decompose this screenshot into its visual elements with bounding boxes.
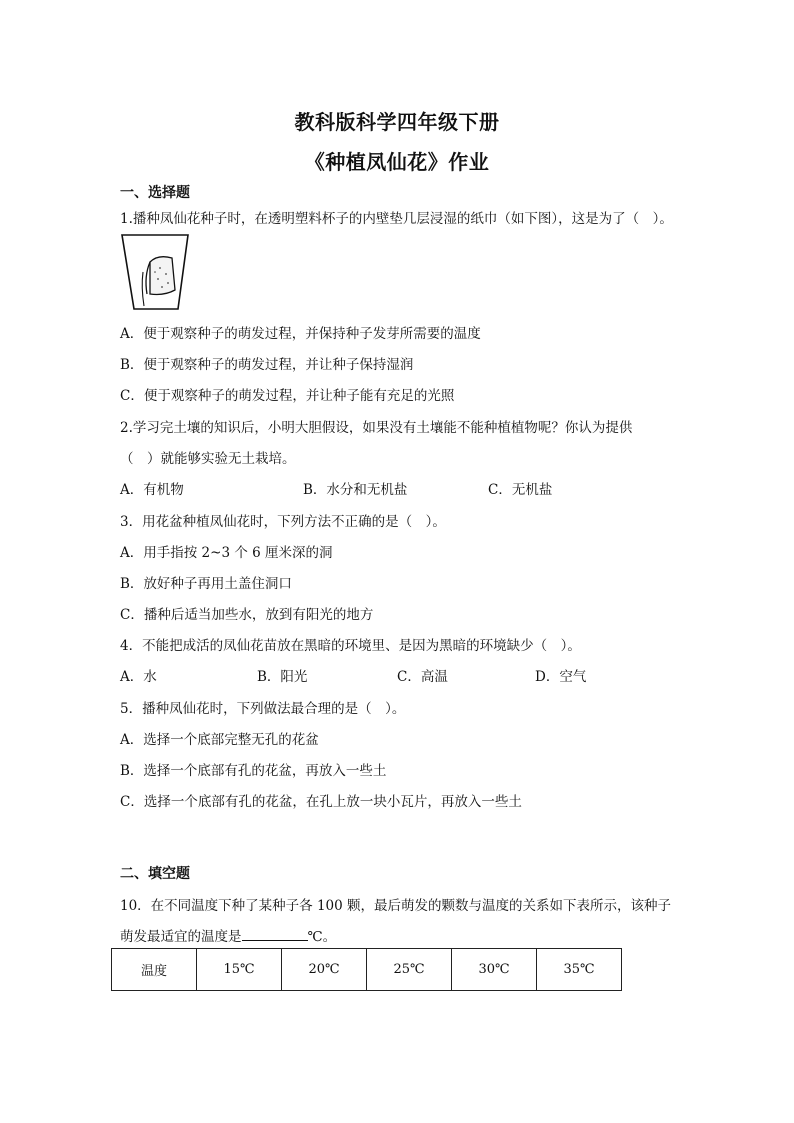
answer-blank[interactable]: [242, 928, 308, 941]
q2-option-a: A．有机物: [120, 482, 184, 498]
table-header-cell: 35℃: [537, 949, 622, 991]
temperature-table: [111, 948, 622, 991]
question-5-text: 5．播种凤仙花时，下列做法最合理的是（ ）。: [120, 701, 406, 717]
table-header-cell: 30℃: [452, 949, 537, 991]
q4-option-d: D．空气: [535, 669, 587, 685]
q3-option-a: A．用手指按 2~3 个 6 厘米深的洞: [120, 545, 333, 561]
table-header-cell: 25℃: [367, 949, 452, 991]
q1-option-a: A．便于观察种子的萌发过程，并保持种子发芽所需要的温度: [120, 326, 481, 342]
cup-with-wet-paper-towel-icon: [120, 232, 192, 312]
question-10-suffix: ℃。: [307, 929, 337, 945]
question-3-text: 3．用花盆种植凤仙花时，下列方法不正确的是（ ）。: [120, 514, 446, 530]
q2-option-c: C．无机盐: [488, 482, 553, 498]
table-header-cell: 15℃: [197, 949, 282, 991]
question-2-text-line2: （ ）就能够实验无土栽培。: [120, 451, 296, 467]
question-1-text: 1.播种凤仙花种子时，在透明塑料杯子的内壁垫几层浸湿的纸巾（如下图），这是为了（ ）。: [120, 211, 673, 227]
table-row: [112, 949, 622, 991]
q1-option-c: C．便于观察种子的萌发过程，并让种子能有充足的光照: [120, 388, 455, 404]
question-4-text: 4．不能把成活的凤仙花苗放在黑暗的环境里、是因为黑暗的环境缺少（ ）。: [120, 638, 581, 654]
q3-option-c: C．播种后适当加些水，放到有阳光的地方: [120, 607, 374, 623]
section-heading-choice: 一、选择题: [120, 185, 190, 201]
doc-title-line1: 教科版科学四年级下册: [294, 110, 500, 134]
question-10-prefix: 萌发最适宜的温度是: [120, 929, 242, 945]
q3-option-b: B．放好种子再用土盖住洞口: [120, 576, 292, 592]
q4-option-c: C．高温: [397, 669, 448, 685]
table-header-cell: 20℃: [282, 949, 367, 991]
table-header-cell: 温度: [112, 949, 197, 991]
doc-title-line2: 《种植凤仙花》作业: [304, 150, 490, 174]
q4-option-b: B．阳光: [257, 669, 308, 685]
q1-option-b: B．便于观察种子的萌发过程，并让种子保持湿润: [120, 357, 414, 373]
question-2-text-line1: 2.学习完土壤的知识后，小明大胆假设，如果没有土壤能不能种植植物呢？你认为提供: [120, 420, 633, 436]
q5-option-a: A．选择一个底部完整无孔的花盆: [120, 732, 319, 748]
q2-option-b: B．水分和无机盐: [303, 482, 408, 498]
q5-option-b: B．选择一个底部有孔的花盆，再放入一些土: [120, 763, 387, 779]
q5-option-c: C．选择一个底部有孔的花盆，在孔上放一块小瓦片，再放入一些土: [120, 794, 522, 810]
section-heading-fill-in: 二、填空题: [120, 866, 190, 882]
q4-option-a: A．水: [120, 669, 157, 685]
question-10-text-line2: [120, 925, 336, 945]
question-10-text-line1: 10．在不同温度下种了某种子各 100 颗，最后萌发的颗数与温度的关系如下表所示，该种子: [120, 898, 672, 914]
